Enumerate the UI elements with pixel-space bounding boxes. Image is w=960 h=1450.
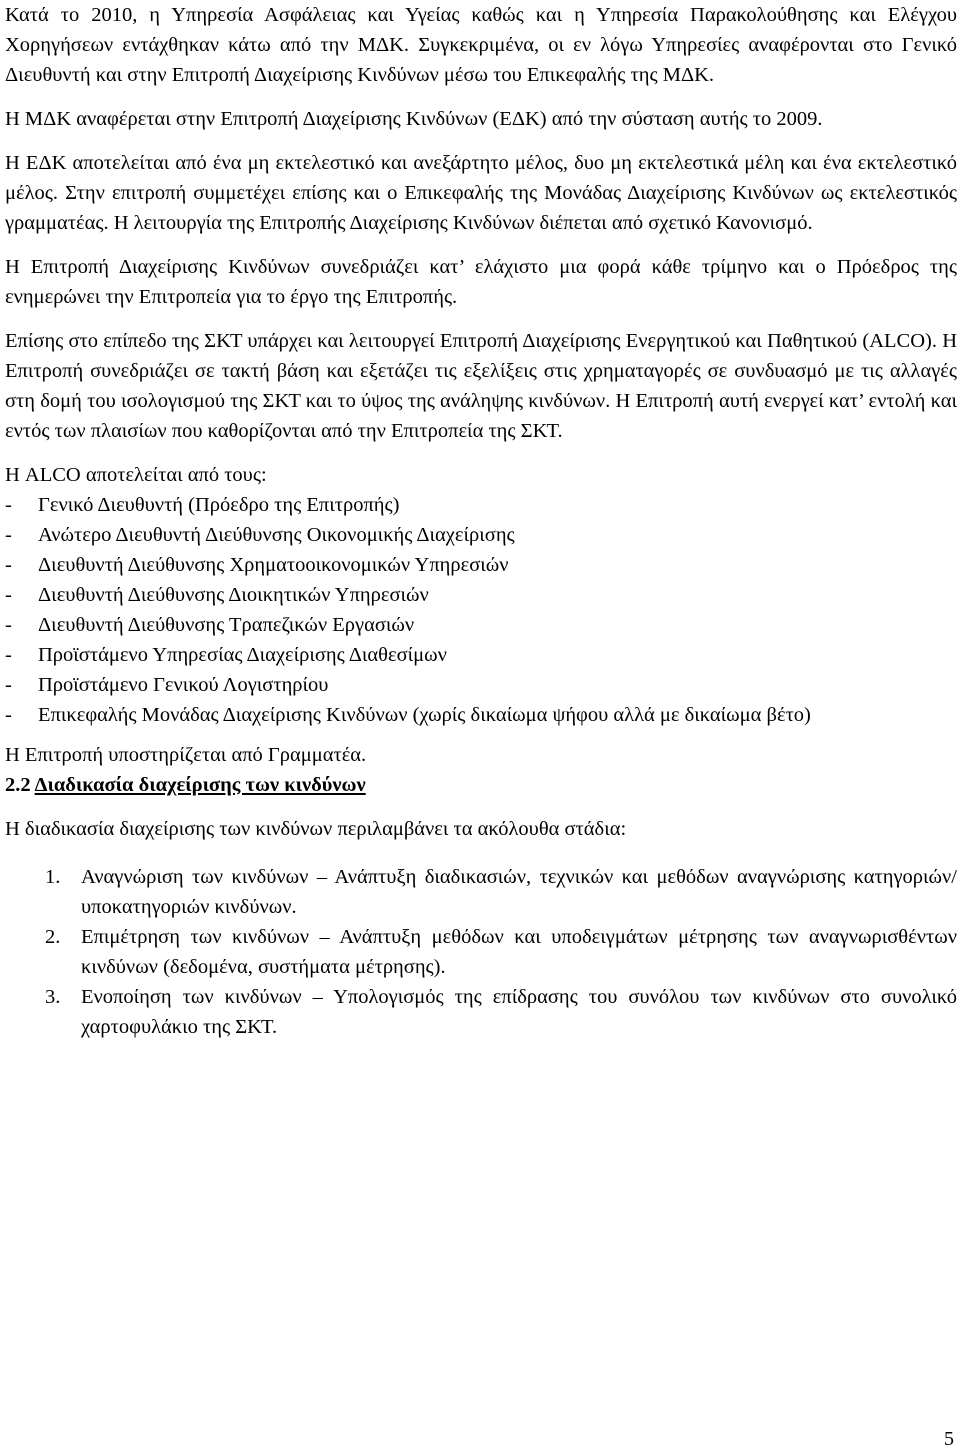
- stages-list: [5, 862, 957, 1042]
- list-item-text: Διευθυντή Διεύθυνσης Τραπεζικών Εργασιών: [38, 614, 415, 636]
- alco-members-list: [5, 490, 957, 730]
- list-dash: -: [5, 554, 12, 576]
- page-number: 5: [944, 1428, 954, 1450]
- list-item: [5, 640, 957, 670]
- list-item-text: Διευθυντή Διεύθυνσης Διοικητικών Υπηρεσιών: [38, 584, 429, 606]
- list-dash: -: [5, 614, 12, 636]
- list-number: 3.: [45, 986, 61, 1008]
- paragraph-edk-composition: Η ΕΔΚ αποτελείται από ένα μη εκτελεστικό και ανεξάρτητο μέλος, δυο μη εκτελεστικά μέλη και ένα εκτελεστικό μέλος. Στην επιτροπή συμμετέχει επίσης και ο Επικεφαλής της Μονάδας Διαχείρισης Κινδύνων ως εκτελεστικός γραμματέας. Η λειτουργία της Επιτροπής Διαχείρισης Κινδύνων διέπεται από σχετικό Κανονισμό.: [5, 152, 957, 234]
- list-item-text: Διευθυντή Διεύθυνσης Χρηματοοικονομικών Υπηρεσιών: [38, 554, 509, 576]
- list-dash: -: [5, 644, 12, 666]
- paragraph-services-integration: Κατά το 2010, η Υπηρεσία Ασφάλειας και Υγείας καθώς και η Υπηρεσία Παρακολούθησης και Ελέγχου Χορηγήσεων εντάχθηκαν κάτω από την ΜΔΚ. Συγκεκριμένα, οι εν λόγω Υπηρεσίες αναφέρονται στο Γενικό Διευθυντή και στην Επιτροπή Διαχείρισης Κινδύνων μέσω του Επικεφαλής της ΜΔΚ.: [5, 4, 957, 86]
- list-item: [5, 490, 957, 520]
- list-item: [5, 610, 957, 640]
- list-item: [5, 670, 957, 700]
- list-item: [5, 982, 957, 1042]
- paragraph-mdk-reporting: Η ΜΔΚ αναφέρεται στην Επιτροπή Διαχείρισης Κινδύνων (ΕΔΚ) από την σύσταση αυτής το 2009.: [5, 108, 823, 130]
- list-dash: -: [5, 584, 12, 606]
- list-item-text: Προϊστάμενο Γενικού Λογιστηρίου: [38, 674, 329, 696]
- list-item: [5, 922, 957, 982]
- section-heading: [5, 770, 957, 800]
- paragraph-process-intro: Η διαδικασία διαχείρισης των κινδύνων περιλαμβάνει τα ακόλουθα στάδια:: [5, 818, 627, 840]
- list-item: [5, 550, 957, 580]
- list-dash: -: [5, 704, 12, 726]
- list-item: [5, 580, 957, 610]
- list-dash: -: [5, 524, 12, 546]
- list-number: 1.: [45, 866, 61, 888]
- list-item-text: Ανώτερο Διευθυντή Διεύθυνσης Οικονομικής Διαχείρισης: [38, 524, 515, 546]
- list-item-text: Γενικό Διευθυντή (Πρόεδρο της Επιτροπής): [38, 494, 400, 516]
- list-item-text: Προϊστάμενο Υπηρεσίας Διαχείρισης Διαθεσίμων: [38, 644, 447, 666]
- paragraph-alco-description: Επίσης στο επίπεδο της ΣΚΤ υπάρχει και λειτουργεί Επιτροπή Διαχείρισης Ενεργητικού και Παθητικού (ALCO). Η Επιτροπή συνεδριάζει σε τακτή βάση και εξετάζει τις εξελίξεις στις χρηματαγορές σε συνδυασμό με τις αλλαγές στη δομή του ισολογισμού της ΣΚΤ και το ύψος της ανάληψης κινδύνων. Η Επιτροπή αυτή ενεργεί κατ’ εντολή και εντός των πλαισίων που καθορίζονται από την Επιτροπεία της ΣΚΤ.: [5, 330, 957, 442]
- list-item: [5, 862, 957, 922]
- paragraph-secretary: Η Επιτροπή υποστηρίζεται από Γραμματέα.: [5, 744, 367, 766]
- document-page: [5, 0, 957, 1042]
- section-number: 2.2: [5, 774, 31, 796]
- list-item-text: Επιμέτρηση των κινδύνων – Ανάπτυξη μεθόδων και υποδειγμάτων μέτρησης των αναγνωρισθέντων κινδύνων (δεδομένα, συστήματα μέτρησης).: [81, 926, 957, 978]
- list-item-text: Ενοποίηση των κινδύνων – Υπολογισμός της επίδρασης του συνόλου των κινδύνων στο συνολικό χαρτοφυλάκιο της ΣΚΤ.: [81, 986, 957, 1038]
- section-title: Διαδικασία διαχείρισης των κινδύνων: [34, 774, 366, 796]
- list-item-text: Αναγνώριση των κινδύνων – Ανάπτυξη διαδικασιών, τεχνικών και μεθόδων αναγνώρισης κατηγοριών/υποκατηγοριών κινδύνων.: [81, 866, 957, 918]
- list-item: [5, 520, 957, 550]
- list-dash: -: [5, 674, 12, 696]
- list-number: 2.: [45, 926, 61, 948]
- list-dash: -: [5, 494, 12, 516]
- alco-intro: Η ALCO αποτελείται από τους:: [5, 464, 267, 486]
- paragraph-edk-meetings: Η Επιτροπή Διαχείρισης Κινδύνων συνεδριάζει κατ’ ελάχιστο μια φορά κάθε τρίμηνο και ο Πρόεδρος της ενημερώνει την Επιτροπεία για το έργο της Επιτροπής.: [5, 256, 957, 308]
- list-item: [5, 700, 957, 730]
- list-item-text: Επικεφαλής Μονάδας Διαχείρισης Κινδύνων (χωρίς δικαίωμα ψήφου αλλά με δικαίωμα βέτο): [38, 704, 811, 726]
